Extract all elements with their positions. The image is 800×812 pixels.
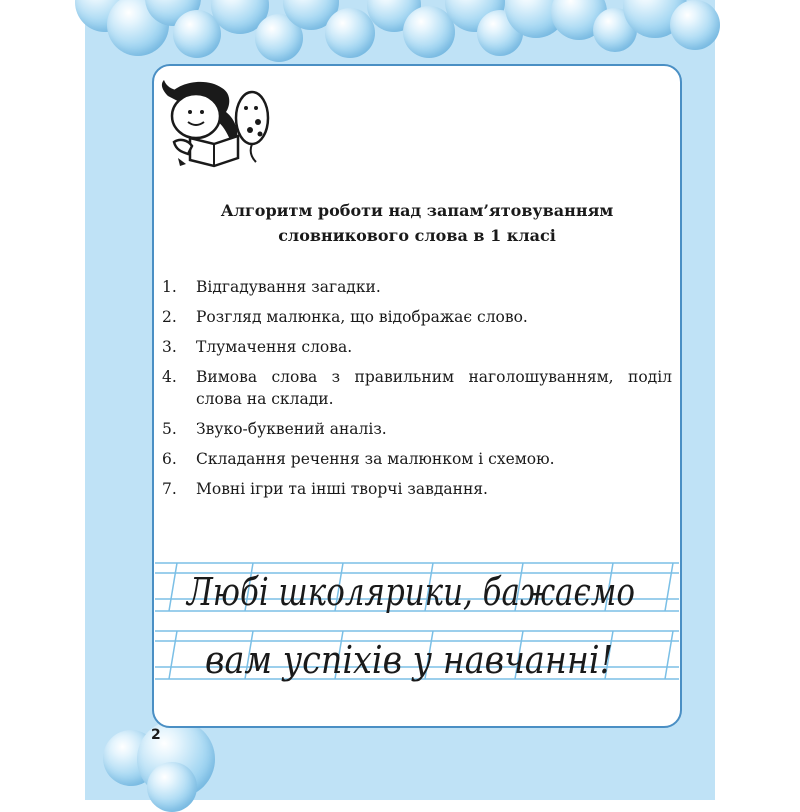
list-item [162, 366, 672, 410]
list-item [162, 418, 672, 440]
title-line-1: Алгоритм роботи над запам’ятовуванням [220, 201, 614, 220]
list-item [162, 276, 672, 298]
girl-reading-book-icon [160, 78, 280, 168]
step-text: Складання речення за малюнком і схемою. [196, 450, 555, 468]
bubble-decoration [325, 8, 375, 58]
step-text: Відгадування загадки. [196, 278, 381, 296]
handwriting-ruled-area [155, 555, 679, 710]
handwriting-line-1: Любі школярики, бажаємо [185, 570, 635, 614]
step-text: Мовні ігри та інші творчі завдання. [196, 480, 488, 498]
list-item [162, 306, 672, 328]
list-item [162, 478, 672, 500]
step-number: 3. [162, 338, 177, 356]
list-item [162, 448, 672, 470]
step-number: 4. [162, 368, 177, 386]
page-title [152, 198, 682, 248]
step-text: Вимова слова з правильним наголошуванням, поділ слова на склади. [196, 368, 672, 408]
step-number: 5. [162, 420, 177, 438]
handwriting-line-2: вам успіхів у навчанні! [205, 638, 613, 682]
step-number: 2. [162, 308, 177, 326]
step-number: 7. [162, 480, 177, 498]
step-text: Звуко-буквений аналіз. [196, 420, 387, 438]
algorithm-steps-list [162, 276, 672, 508]
step-text: Розгляд малюнка, що відображає слово. [196, 308, 528, 326]
title-line-2: словникового слова в 1 класі [278, 226, 556, 245]
list-item [162, 336, 672, 358]
bubble-decoration [670, 0, 720, 50]
page-number: 2 [151, 727, 161, 743]
step-number: 6. [162, 450, 177, 468]
step-number: 1. [162, 278, 177, 296]
step-text: Тлумачення слова. [196, 338, 353, 356]
bubble-decoration [147, 762, 197, 812]
